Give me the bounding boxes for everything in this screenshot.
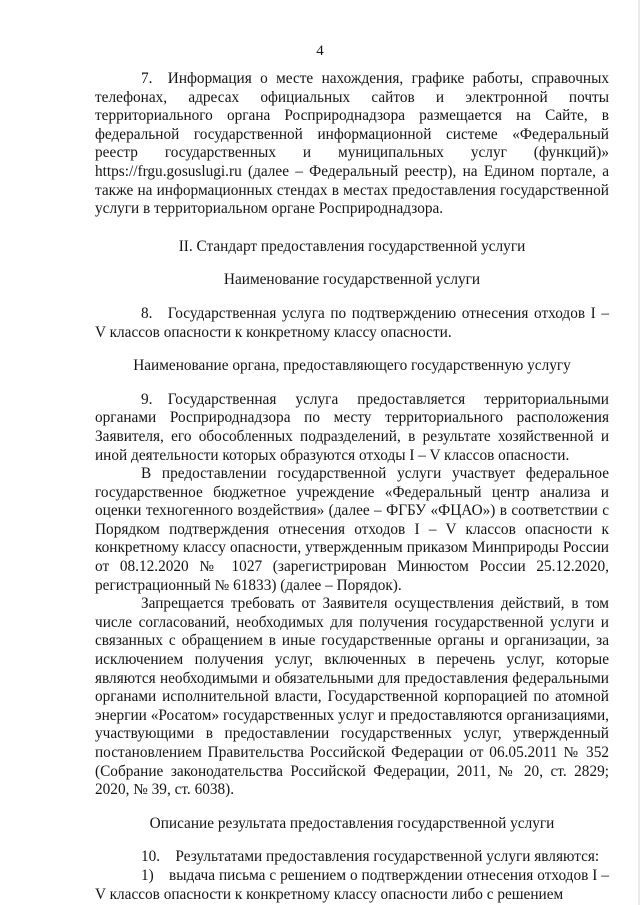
paragraph-8: 8. Государственная услуга по подтверждению отнесения отходов I – V классов опасности к конкретному классу опасности. — [95, 304, 609, 341]
paragraph-9: 9. Государственная услуга предоставляется территориальными органами Росприроднадзора по месту территориального расположения Заявителя, его обособленных подразделений, в результате хозяйственной и иной деятельности которых образуются отходы I – V классов опасности. — [95, 390, 609, 464]
document-body — [95, 70, 609, 904]
paragraph-7: 7. Информация о месте нахождения, графике работы, справочных телефонах, адресах официальных сайтов и электронной почты территориального органа Росприроднадзора размещается на Сайте, в федеральной государственной информационной системе «Федеральный реестр государственных и муниципальных услуг (функций)» https://frgu.gosuslugi.ru (далее – Федеральный реестр), на Едином портале, а также на информационных стендах в местах предоставления государственной услуги в территориальном органе Росприроднадзора. — [95, 70, 609, 218]
section-heading: II. Стандарт предоставления государственной услуги — [178, 237, 526, 255]
subheading-service-name: Наименование государственной услуги — [223, 271, 481, 289]
paragraph-9-participation: В предоставлении государственной услуги участвует федеральное государственное бюджетное учреждение «Федеральный центр анализа и оценки техногенного воздействия» (далее – ФГБУ «ФЦАО») в соответствии с Порядком подтверждения отнесения отходов I – V классов опасности к конкретному классу опасности, утвержденным приказом Минприроды России от 08.12.2020 № 1027 (зарегистрирован Минюстом России 25.12.2020, регистрационный № 61833) (далее – Порядок). — [95, 465, 609, 594]
paragraph-9-prohibition: Запрещается требовать от Заявителя осуществления действий, в том числе согласований, необходимых для получения государственной услуги и связанных с обращением в иные государственные органы и организации, за исключением получения услуг, включенных в перечень услуг, которые являются необходимыми и обязательными для предоставления федеральными органами исполнительной власти, Государственной корпорацией по атомной энергии «Росатом» государственных услуг и предоставляются организациями, участвующими в предоставлении государственных услуг, утвержденный постановлением Правительства Российской Федерации от 06.05.2011 № 352 (Собрание законодательства Российской Федерации, 2011, № 20, ст. 2829; 2020, № 39, ст. 6038). — [95, 595, 609, 799]
subheading-result: Описание результата предоставления государственной услуги — [149, 814, 555, 832]
subheading-organ: Наименование органа, предоставляющего государственную услугу — [133, 357, 571, 375]
page-number: 4 — [316, 43, 324, 59]
paragraph-10: 10. Результатами предоставления государственной услуги являются: — [141, 848, 600, 866]
list-item-1: 1) выдача письма с решением о подтверждении отнесения отходов I – V классов опасности к конкретному классу опасности либо с решением — [95, 866, 609, 903]
